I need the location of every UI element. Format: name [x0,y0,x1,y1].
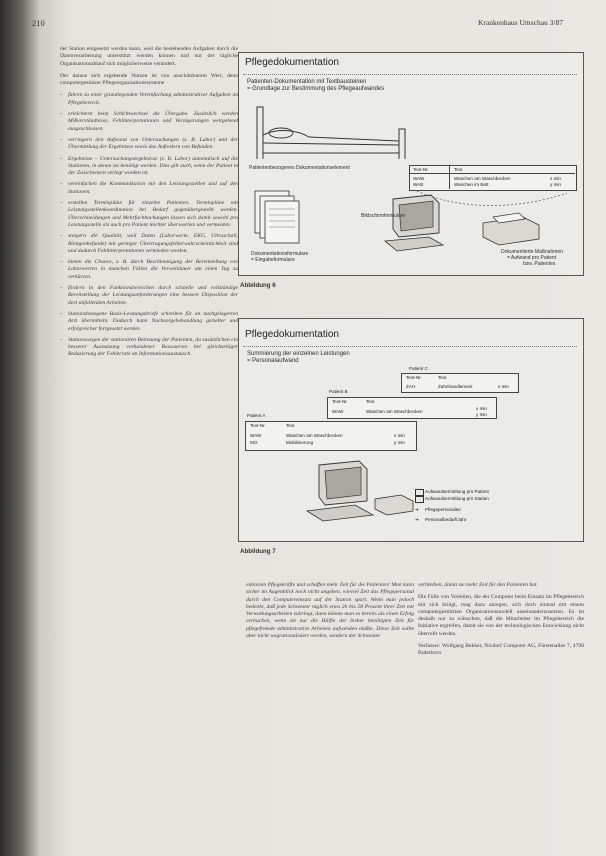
list-item: – Ergebnisse – Untersuchungsergebnisse (z. B. Labor) automatisch auf die Stationen, in denen sie benötigt werden. Dies gilt auch, wenn der Patient in der Zwischenzeit verlegt worden ist. [60,156,238,178]
forms-stack-icon [253,189,313,249]
running-header: Krankenhaus Umschau 3/87 [478,18,563,27]
page-number: 210 [32,18,45,28]
author-note: Verfasser: Wolfgang Bekker, Nixdorf Computer AG, Fürstenallee 7, 4790 Paderborn [418,643,584,657]
list-item: – vereinfachen die Kommunikation mit den Leistungsstellen und auf den Stationen. [60,181,238,196]
table-rule [410,173,575,174]
table-cell: WAB [413,182,424,187]
table-cell: Waschen am Waschbecken [366,409,423,414]
divider [243,74,577,75]
patient-table [245,421,417,451]
left-text-column [60,46,238,363]
table-cell: Mobilisierung [286,440,314,445]
figure-subtitle: Summierung der einzelnen Leistungen [247,351,350,357]
figure-subtitle: = Personalaufwand [247,358,299,364]
table-cell: x min [498,384,509,389]
service-table [409,165,577,191]
paragraph: Der daraus sich ergebende Nutzen ist von unschätzbarem Wert, denn computergestützte Pflegeorganisationssysteme [60,72,238,87]
middle-text-column [246,582,414,645]
patient-label: Patient B [329,389,348,394]
label-documented: bzw. Patientes [523,261,556,267]
column-header: Text-Nr. [406,375,422,380]
table-cell: ZAH [406,384,416,389]
label-screen-forms: Bildschirmformulare [361,213,406,219]
patient-table [401,373,519,393]
label-forms: = Eingabeformulare [251,257,295,263]
label-bed: Patientenbezogenes Dokumentationselement [249,165,350,171]
list-item: – verringern den Aufwand von Untersuchungen (z. B. Labor) und der Übermittlung der Ergebnisse sowie das Anfordern von Befunden. [60,137,238,152]
figure-caption: Abbildung 6 [240,282,276,289]
column-header: Text-Nr. [250,423,266,428]
table-cell: x min [476,406,487,411]
figure-caption: Abbildung 7 [240,548,276,555]
patient-table [327,397,497,419]
list-item: – erstellen Terminpläne für einzelne Patienten. Terminpläne mit Leistungsstellenkoordination bei Bedarf gegenübergestellt werden. Überschneidungen und Mehrfachbuchungen lassen sich damit sowohl pro Leistungsstelle als auch pro Patient leichter überwachen und vermeiden. [60,200,238,229]
right-text-column [418,582,584,663]
table-cell: WAW [332,409,344,414]
table-cell: x min [394,433,405,438]
legend-box-icon [415,489,424,496]
figure-7 [238,318,584,542]
list-item: – Stationswegen der stationären Betreuung der Patienten, da zusätzlichen ein besserer Ausnutzung vorhandener Ressourcen bei gleichzeitiger Reduzierung der Fehlerrate an Informationsaustausch. [60,337,238,359]
label-documented: Dokumentierte Maßnahmen [501,249,563,255]
figure-title: Pflegedokumentation [245,57,339,68]
table-cell: Waschen im Bett [454,182,489,187]
column-header: Text [286,423,295,428]
table-cell: Waschen am Waschbecken [286,433,343,438]
divider [243,346,577,347]
table-cell: MO [250,440,258,445]
printer-icon [373,487,417,521]
table-rule [449,165,450,189]
paragraph: Die Fülle von Vorteilen, die der Computer beim Einsatz im Pflegebereich mit sich bringt, mag dazu anregen, sich doch einmal mit einem computergestützten Organisationsmodell auseinanderzusetzen. Es ist deshalb nur zu wünschen, daß die Mitarbeiter im Pflegebereich die Initiative ergreifen, damit sie von der technologischen Entwicklung nicht überrollt werden. [418,594,584,637]
label-forms: Dokumentationsformulare [251,251,309,257]
figure-subtitle: Patienten-Dokumentation mit Textbausteinen [247,79,367,85]
legend-label: Pflegepersonaltur [425,507,462,512]
patient-label: Patient A [247,413,266,418]
column-header: Text [438,375,447,380]
paragraph: entlasten Pflegekräfte und schaffen mehr Zeit für die Patienten! Man kann sicher im Augenblick noch nicht angeben, wieviel Zeit das Pflegepersonal durch den Computereinsatz auf der Station spart. Wenn man jedoch bedenkt, daß jede Schwester täglich etwa 2h bis 28 Prozent ihrer Zeit mit Verwaltungsarbeiten zubringt, dann könnte man es bereits als einen Erfolg verbuchen, wenn sie nur die Hälfte der bisher benötigten Zeit für pflegefremde administrative Arbeiten aufwenden müßte. Diese Zeit sollte aber nicht wegrationalisiert werden, sondern der Schwester [246,582,414,640]
list-item: – führen zu einer grundlegenden Vereinfachung administrativer Aufgaben im Pflegebereich. [60,92,238,107]
table-cell: x min [550,176,561,181]
label-documented: = Aufwand pro Patient [507,255,557,261]
figure-title: Pflegedokumentation [245,329,339,340]
legend-label: Personalbedarf/Jahr [425,517,467,522]
table-cell: y min [550,182,561,187]
column-header: Text-Nr. [332,399,348,404]
dashed-connector [407,189,577,219]
table-cell: Zahnhandlement [438,384,473,389]
column-header: Text [366,399,375,404]
table-cell: Waschen am Waschbecken [454,176,511,181]
paragraph: verbleiben, damit sie mehr Zeit für den Patienten hat. [418,582,538,588]
arrow-icon: ➔ [415,517,419,522]
column-header: Text-Nr. [413,167,429,172]
table-cell: WAW [250,433,262,438]
legend-label: Aufwandsermittlung pro Station [425,496,489,501]
figure-6 [238,52,584,276]
table-cell: WAW [413,176,425,181]
benefit-list [60,92,238,358]
list-item: – fördern in den Funktionsbereichen durch schnelle und vollständige Bereitstellung der Leistungsanforderungen eine bessere Disposition der dort anfallenden Arbeiten. [60,285,238,307]
list-item: – erleichtern beim Schichtwechsel die Übergabe. Zusätzlich werden Mißverständnisse, Fehlinterpretationen und Verzögerungen weitgehend ausgeschlossen. [60,111,238,133]
arrow-icon: ➔ [415,507,419,512]
paragraph: der Station eingesetzt werden kann, weil die bestehenden Aufgaben durch die Datenverarbeitung unterstützt werden können und nur der tägliche Organisationsablauf sich möglicherweise verändert. [60,46,238,67]
table-cell: y min [394,440,405,445]
patient-label: Patient C [409,366,428,371]
legend-box-icon [415,496,424,503]
figure-subtitle: = Grundlage zur Bestimmung des Pflegeaufwandes [247,86,385,92]
bed-illustration [249,101,439,171]
list-item: – Stationsbezogene Basis-Leistungsbriefe schreiben für an nachgelagerten Arzt übermitteln. Dadurch kann Nachsorgebehandlung gezielter und erfolgreicher fortgesetzt werden. [60,311,238,333]
table-cell: y min [476,412,487,417]
list-item: – bieten die Chance, z. B. durch Beschleunigung der Bereitstellung von Laborwerten in manchen Fällen die Verweildauer um einen Tag zu verkürzen. [60,259,238,281]
column-header: Text [454,167,463,172]
list-item: – steigern die Qualität, weil Daten (Laborwerte, EKG, Ultraschall, Röntgenbefunde) mit geringer Übertragungsfehlerwahrscheinlichkeit sind und dadurch Fehlinterpretationen vermieden werden. [60,233,238,255]
legend-label: Aufwandsermittlung pro Patient [425,489,489,494]
